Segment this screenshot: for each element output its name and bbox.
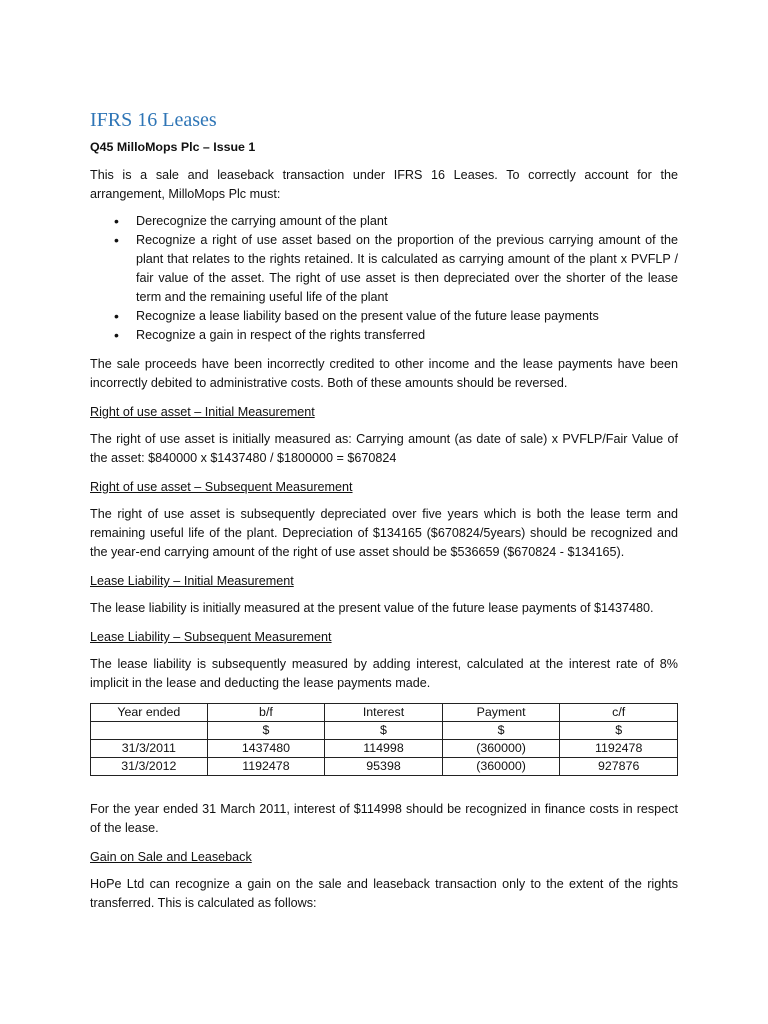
table-cell: 1192478 [207, 758, 325, 776]
table-unit-cell: $ [325, 722, 443, 740]
table-header-cell: Payment [442, 704, 560, 722]
list-item: • Recognize a lease liability based on the present value of the future lease payments [136, 307, 678, 326]
table-header-row [91, 704, 678, 722]
list-item: • Recognize a right of use asset based on the proportion of the previous carrying amount of the plant that relates to the rights retained. It is calculated as carrying amount of the plant x PVFLP / fair value of the asset. The right of use asset is then depreciated over the shorter of the lease term and the remaining useful life of the plant [136, 231, 678, 307]
table-header-cell: b/f [207, 704, 325, 722]
rou-subsequent-paragraph: The right of use asset is subsequently depreciated over five years which is both the lease term and remaining useful life of the plant. Depreciation of $134165 ($670824/5years) should be recognized and the year-end carrying amount of the right of use asset should be $536659 ($670824 - $134165). [90, 507, 678, 559]
table-row [91, 758, 678, 776]
page-title: IFRS 16 Leases [90, 109, 217, 131]
table-cell: 95398 [325, 758, 443, 776]
gain-heading: Gain on Sale and Leaseback [90, 850, 252, 864]
gain-paragraph: HoPe Ltd can recognize a gain on the sale and leaseback transaction only to the extent of the rights transferred. This is calculated as follows: [90, 877, 678, 910]
ll-subsequent-paragraph: The lease liability is subsequently measured by adding interest, calculated at the interest rate of 8% implicit in the lease and deducting the lease payments made. [90, 657, 678, 690]
document-body [90, 106, 678, 913]
intro-paragraph: This is a sale and leaseback transaction under IFRS 16 Leases. To correctly account for the arrangement, MilloMops Plc must: [90, 168, 678, 201]
table-cell: 31/3/2012 [91, 758, 208, 776]
table-unit-cell: $ [442, 722, 560, 740]
table-cell: (360000) [442, 758, 560, 776]
table-cell: 1437480 [207, 740, 325, 758]
lease-liability-table [90, 703, 678, 776]
table-row [91, 740, 678, 758]
ll-initial-paragraph: The lease liability is initially measured at the present value of the future lease payments of $1437480. [90, 601, 654, 615]
table-cell: 927876 [560, 758, 678, 776]
list-item: • Derecognize the carrying amount of the plant [136, 212, 678, 231]
table-cell: (360000) [442, 740, 560, 758]
table-cell: 31/3/2011 [91, 740, 208, 758]
table-header-cell: Interest [325, 704, 443, 722]
requirements-list [90, 212, 678, 345]
table-unit-cell: $ [207, 722, 325, 740]
list-item: • Recognize a gain in respect of the rights transferred [136, 326, 678, 345]
table-unit-cell: $ [560, 722, 678, 740]
table-header-cell: Year ended [91, 704, 208, 722]
ll-subsequent-heading: Lease Liability – Subsequent Measurement [90, 630, 332, 644]
rou-initial-heading: Right of use asset – Initial Measurement [90, 405, 315, 419]
table-cell: 114998 [325, 740, 443, 758]
rou-initial-paragraph: The right of use asset is initially measured as: Carrying amount (as date of sale) x PVFLP/Fair Value of the asset: $840000 x $1437480 / $1800000 = $670824 [90, 432, 678, 465]
table-unit-cell [91, 722, 208, 740]
table-units-row [91, 722, 678, 740]
ll-initial-heading: Lease Liability – Initial Measurement [90, 574, 294, 588]
table-cell: 1192478 [560, 740, 678, 758]
finance-costs-paragraph: For the year ended 31 March 2011, interest of $114998 should be recognized in finance costs in respect of the lease. [90, 802, 678, 835]
rou-subsequent-heading: Right of use asset – Subsequent Measurement [90, 480, 353, 494]
table-header-cell: c/f [560, 704, 678, 722]
reversal-paragraph: The sale proceeds have been incorrectly credited to other income and the lease payments have been incorrectly debited to administrative costs. Both of these amounts should be reversed. [90, 357, 678, 390]
question-subtitle: Q45 MilloMops Plc – Issue 1 [90, 140, 256, 154]
